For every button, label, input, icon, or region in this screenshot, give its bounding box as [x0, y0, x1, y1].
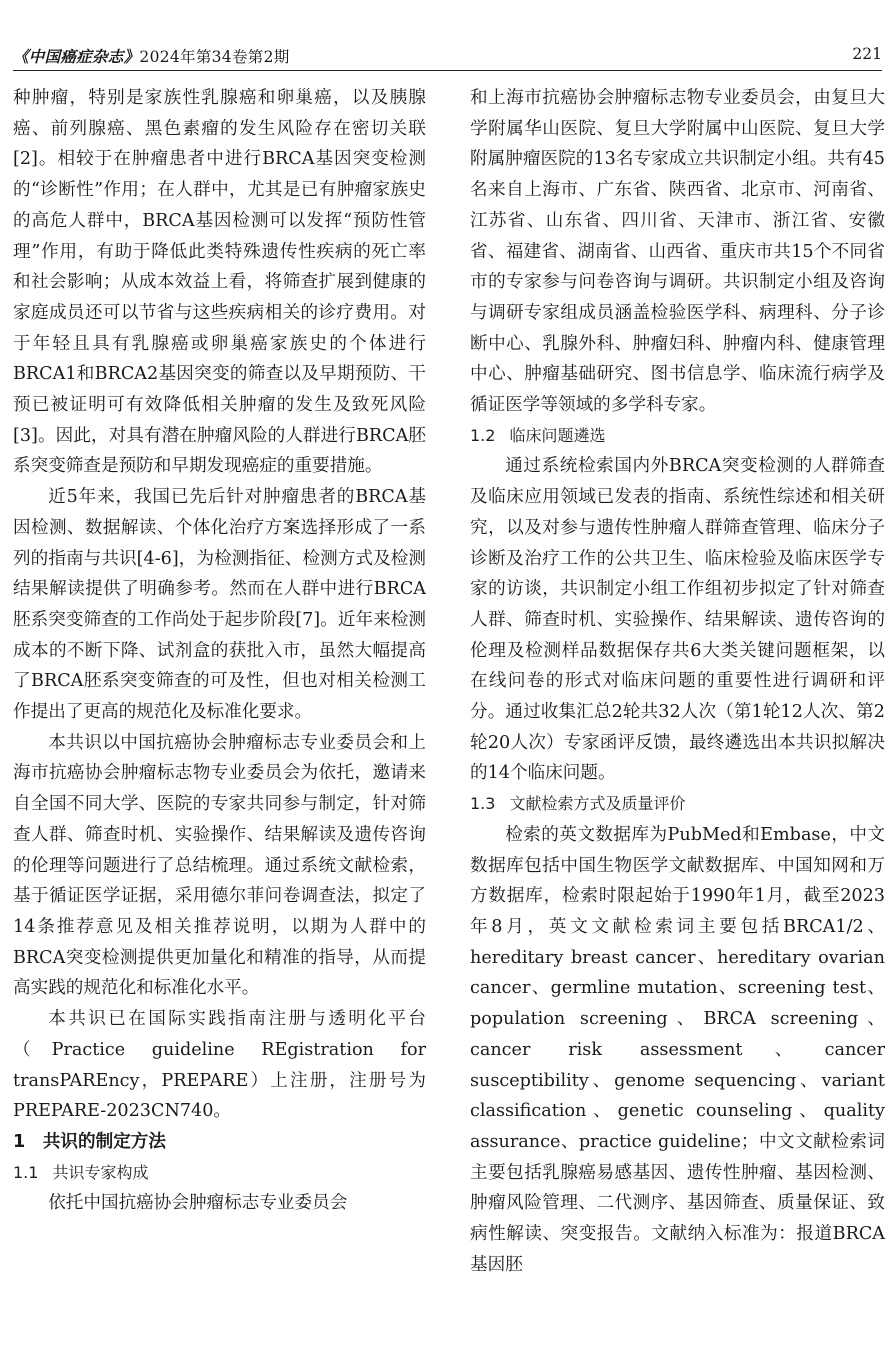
paragraph: 近5年来，我国已先后针对肿瘤患者的BRCA基因检测、数据解读、个体化治疗方案选择形成了一系列的指南与共识[4-6]，为检测指征、检测方式及检测结果解读提供了明确参考。然而在人群中进行BRCA胚系突变筛查的工作尚处于起步阶段[7]。近年来检测成本的不断下降、试剂盒的获批入市，虽然大幅提高了BRCA胚系突变筛查的可及性，但也对相关检测工作提出了更高的规范化及标准化要求。	[13, 487, 426, 723]
running-header	[13, 44, 882, 71]
right-column	[470, 83, 885, 1280]
page-number: 221	[852, 45, 882, 63]
paragraph: 和上海市抗癌协会肿瘤标志物专业委员会，由复旦大学附属华山医院、复旦大学附属中山医院、复旦大学附属肿瘤医院的13名专家成立共识制定小组。共有45名来自上海市、广东省、陕西省、北京市、河南省、江苏省、山东省、四川省、天津市、浙江省、安徽省、福建省、湖南省、山西省、重庆市共15个不同省市的专家参与问卷咨询与调研。共识制定小组及咨询与调研专家组成员涵盖检验医学科、病理科、分子诊断中心、乳腺外科、肿瘤妇科、肿瘤内科、健康管理中心、肿瘤基础研究、图书信息学、临床流行病学及循证医学等领域的多学科专家。	[470, 88, 885, 416]
subsection-title: 临床问题遴选	[509, 425, 606, 445]
subsection-title: 共识专家构成	[52, 1162, 149, 1182]
paragraph: 本共识以中国抗癌协会肿瘤标志专业委员会和上海市抗癌协会肿瘤标志物专业委员会为依托，邀请来自全国不同大学、医院的专家共同参与制定，针对筛查人群、筛查时机、实验操作、结果解读及遗传咨询的伦理等问题进行了总结梳理。通过系统文献检索，基于循证医学证据，采用德尔菲问卷调查法，拟定了14条推荐意见及相关推荐说明，以期为人群中的BRCA突变检测提供更加量化和精准的指导，从而提高实践的规范化和标准化水平。	[13, 732, 426, 999]
subsection-number: 1.2	[470, 425, 496, 445]
subsection-title: 文献检索方式及质量评价	[509, 794, 686, 814]
journal-title: 《中国癌症杂志》	[13, 47, 140, 66]
left-column	[13, 83, 426, 1219]
subsection-heading	[13, 1158, 426, 1189]
paragraph: 依托中国抗癌协会肿瘤标志专业委员会	[48, 1193, 348, 1214]
subsection-number: 1.1	[13, 1162, 39, 1182]
paragraph: 通过系统检索国内外BRCA突变检测的人群筛查及临床应用领域已发表的指南、系统性综述和相关研究，以及对参与遗传性肿瘤人群筛查管理、临床分子诊断及治疗工作的公共卫生、临床检验及临床医学专家的访谈，共识制定小组工作组初步拟定了针对筛查人群、筛查时机、实验操作、结果解读、遗传咨询的伦理及检测样品数据保存共6大类关键问题框架，以在线问卷的形式对临床问题的重要性进行调研和评分。通过收集汇总2轮共32人次（第1轮12人次、第2轮20人次）专家函评反馈，最终遴选出本共识拟解决的14个临床问题。	[470, 456, 885, 784]
paragraph: 检索的英文数据库为PubMed和Embase，中文数据库包括中国生物医学文献数据库、中国知网和万方数据库，检索时限起始于1990年1月，截至2023年8月，英文文献检索词主要包括BRCA1/2、hereditary breast cancer、hereditary ovarian cancer、germline mutation、screening test、population screening、BRCA screening、cancer risk assessment、cancer susceptibility、genome sequencing、variant classification、genetic counseling、quality assurance、practice guideline；中文文献检索词主要包括乳腺癌易感基因、遗传性肿瘤、基因检测、肿瘤风险管理、二代测序、基因筛查、质量保证、致病性解读、突变报告。文献纳入标准为：报道BRCA基因胚	[470, 824, 885, 1275]
paragraph: 本共识已在国际实践指南注册与透明化平台（Practice guideline REgistration for transPAREncy，PREPARE）上注册，注册号为PREPARE-2023CN740。	[13, 1009, 426, 1122]
section-heading: 1 共识的制定方法	[13, 1131, 166, 1152]
issue-info: 2024年第34卷第2期	[139, 48, 290, 66]
subsection-heading	[470, 789, 885, 820]
journal-info	[13, 45, 290, 67]
subsection-number: 1.3	[470, 794, 496, 814]
subsection-heading	[470, 421, 885, 452]
paragraph: 种肿瘤，特别是家族性乳腺癌和卵巢癌，以及胰腺癌、前列腺癌、黑色素瘤的发生风险存在密切关联[2]。相较于在肿瘤患者中进行BRCA基因突变检测的“诊断性”作用；在人群中，尤其是已有肿瘤家族史的高危人群中，BRCA基因检测可以发挥“预防性管理”作用，有助于降低此类特殊遗传性疾病的死亡率和社会影响；从成本效益上看，将筛查扩展到健康的家庭成员还可以节省与这些疾病相关的诊疗费用。对于年轻且具有乳腺癌或卵巢癌家族史的个体进行BRCA1和BRCA2基因突变的筛查以及早期预防、干预已被证明可有效降低相关肿瘤的发生及致死风险[3]。因此，对具有潜在肿瘤风险的人群进行BRCA胚系突变筛查是预防和早期发现癌症的重要措施。	[13, 88, 426, 477]
